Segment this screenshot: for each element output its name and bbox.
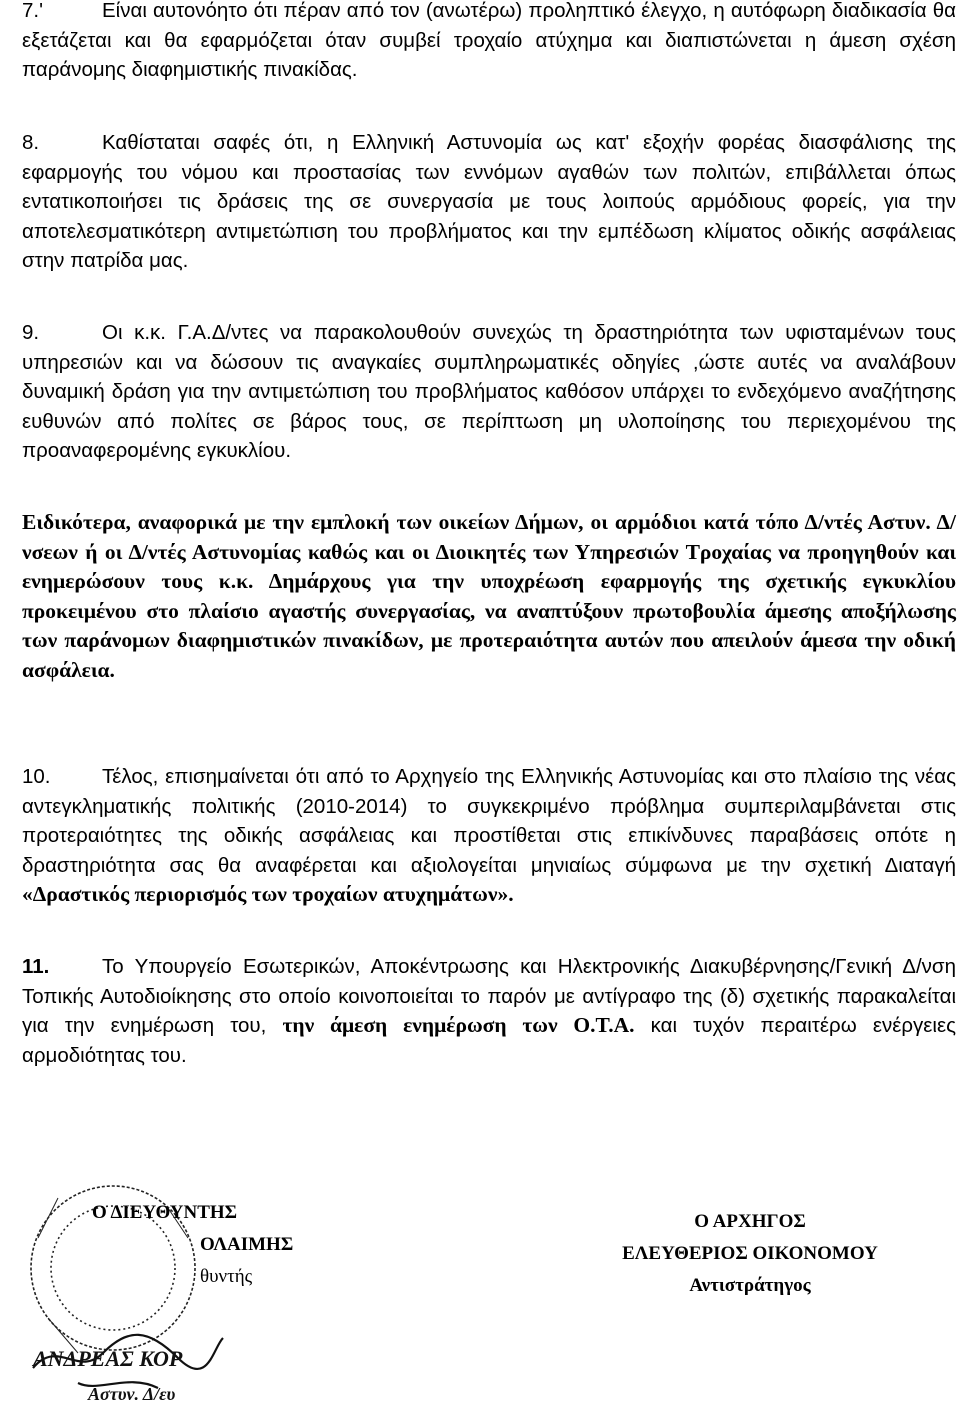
paragraph-text: Καθίσταται σαφές ότι, η Ελληνική Αστυνομία ως κατ' εξοχήν φορέας διασφάλισης της εφαρμογής του νόμου και προστασίας των εννόμων αγαθών των πολιτών, επιβάλλεται όπως εντατικοποιήσει τις δράσεις της σε συνεργασία με τους λοιπούς αρμόδιους φορείς, για την αποτελεσματικότερη αντιμετώπιση του προβλήματος και την εμπέδωση κλίματος οδικής ασφάλειας στην πατρίδα μας.	[22, 131, 956, 272]
paragraph-tail-text: και τυχόν περαιτέρω ενέργειες αρμοδιότητας του.	[22, 1014, 956, 1067]
paragraph-number: 11.	[22, 955, 50, 978]
paragraph-bold-text: την άμεση ενημέρωση των Ο.Τ.Α.	[282, 1013, 635, 1037]
signatory-name-left: ΟΛΑΙΜΗΣ	[200, 1234, 294, 1255]
paragraph-bold-text: Ειδικότερα, αναφορικά με την εμπλοκή των οικείων Δήμων, οι αρμόδιοι κατά τόπο Δ/ντές Αστυν. Δ/νσεων ή οι Δ/ντές Αστυνομίας καθώς και οι Διοικητές των Υπηρεσιών Τροχαίας να προηγηθούν και ενημερώσουν τους κ.κ. Δημάρχους για την υποχρέωση εφαρμογής της σχετικής εγκυκλίου προκειμένου στο πλαίσιο αγαστής συνεργασίας, να αναπτύξουν πρωτοβουλία άμεσης αποξήλωσης των παράνομων διαφημιστικών πινακίδων, με προτεραιότητα αυτών που απειλούν άμεσα την οδική ασφάλεια.	[22, 510, 956, 682]
signatory-title-right: Ο ΑΡΧΗΓΟΣ	[694, 1211, 806, 1232]
paragraph-8	[22, 128, 956, 276]
paragraph-text: Τέλος, επισημαίνεται ότι από το Αρχηγείο της Ελληνικής Αστυνομίας και στο πλαίσιο της νέας αντεγκληματικής πολιτικής (2010-2014) το συγκεκριμένο πρόβλημα συμπεριλαμβάνεται στις προτεραιότητες της οδικής ασφάλειας και προστίθεται στις επικίνδυνες παραβάσεις οπότε η δραστηριότητα σας θα αναφέρεται και αξιολογείται μηνιαίως σύμφωνα με την σχετική Διαταγή	[22, 765, 956, 877]
paragraph-10	[22, 762, 956, 910]
paragraph-bold-text: «Δραστικός περιορισμός των τροχαίων ατυχημάτων».	[22, 882, 514, 906]
signature-sub-scrawl: Αστυν. Δ/ευ	[88, 1384, 176, 1404]
paragraph-number: 10.	[22, 765, 51, 788]
paragraph-text: Οι κ.κ. Γ.Α.Δ/ντες να παρακολουθούν συνεχώς τη δραστηριότητα των υφισταμένων τους υπηρεσιών και να δώσουν τις αναγκαίες συμπληρωματικές οδηγίες ,ώστε αυτές να αναλάβουν δυναμική δράση για την αντιμετώπιση του προβλήματος καθόσον υπάρχει το ενδεχόμενο αναζήτησης ευθυνών από πολίτες σε βάρος τους, σε περίπτωση μη υλοποίησης του περιεχομένου της προαναφερομένης εγκυκλίου.	[22, 321, 956, 462]
paragraph-number: 8.	[22, 131, 40, 154]
paragraph-text: Το Υπουργείο Εσωτερικών, Αποκέντρωσης και Ηλεκτρονικής Διακυβέρνησης/Γενική Δ/νση Τοπικής Αυτοδιοίκησης στο οποίο κοινοποιείται το παρόν με αντίγραφο της (δ) σχετικής παρακαλείται για την ενημέρωση του,	[22, 955, 956, 1037]
paragraph-text: Είναι αυτονόητο ότι πέραν από τον (ανωτέρω) προληπτικό έλεγχο, η αυτόφωρη διαδικασία θα εξετάζεται και θα εφαρμόζεται όταν συμβεί τροχαίο ατύχημα και διαπιστώνεται η άμεση σχέση παράνομης διαφημιστικής πινακίδας.	[22, 0, 956, 81]
signatory-name-right: ΕΛΕΥΘΕΡΙΟΣ ΟΙΚΟΝΟΜΟΥ	[622, 1243, 878, 1264]
signatory-rank-right: Αντιστράτηγος	[689, 1275, 811, 1296]
paragraph-number: 7.'	[22, 0, 44, 22]
signature-left	[88, 1197, 348, 1293]
signatory-title-left: Ο ΔΙΕΥΘΥΝΤΗΣ	[92, 1202, 238, 1223]
paragraph-number: 9.	[22, 321, 40, 344]
paragraph-7	[22, 0, 956, 85]
paragraph-11	[22, 952, 956, 1070]
signatory-rank-left: θυντής	[200, 1266, 253, 1287]
paragraph-9	[22, 318, 956, 466]
signature-right	[580, 1206, 920, 1302]
signature-scrawl: ΑΝΔΡΕΑΣ ΚΟΡ	[33, 1346, 183, 1371]
paragraph-9-bold	[22, 508, 956, 685]
